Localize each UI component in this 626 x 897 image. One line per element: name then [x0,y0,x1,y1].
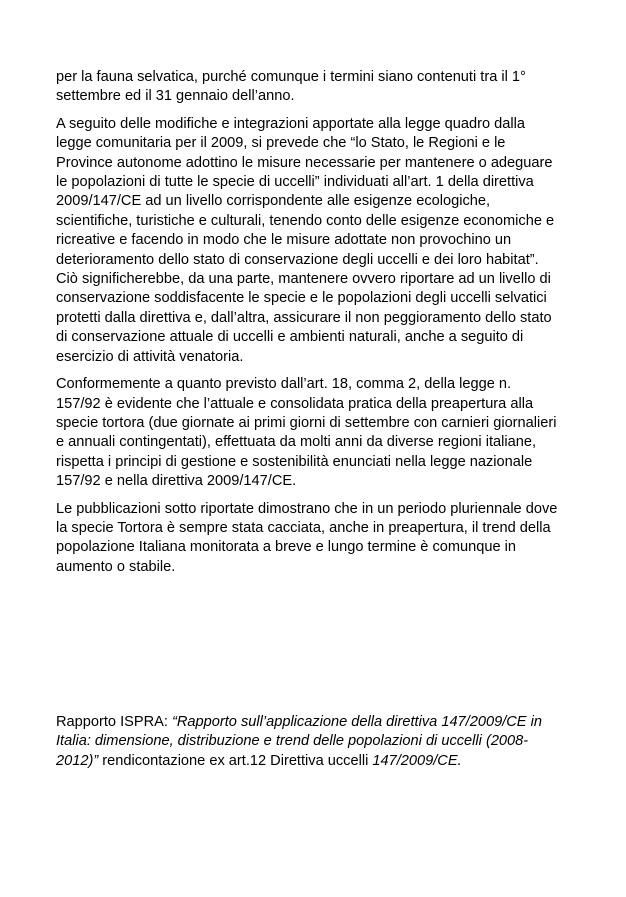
paragraph-hunting-season [56,68,578,107]
text-line: deterioramento dello stato di conservazione degli uccelli e dei loro habitat”. [56,251,539,268]
document-body [56,68,578,585]
text-line: popolazione Italiana monitorata a breve e lungo termine è comunque in [56,539,517,556]
reference-line [56,732,578,751]
text-line: 157/92 e nella direttiva 2009/147/CE. [56,473,297,490]
text-line: aumento o stabile. [56,558,176,575]
paragraph-publications [56,500,578,578]
text-line: ricreative e facendo in modo che le misure adottate non provochino un [56,232,512,249]
text-line: di conservazione attuale di uccelli e ambienti naturali, anche a seguito di [56,329,524,346]
text-line: per la fauna selvatica, purché comunque i termini siano contenuti tra il 1° [56,69,526,85]
reference-note: rendicontazione ex art.12 Direttiva uccelli [98,752,373,769]
reference-line [56,713,578,732]
paragraph-preapertura [56,375,578,491]
reference-title: “Rapporto sull’applicazione della direttiva 147/2009/CE in [172,714,542,730]
text-line: legge comunitaria per il 2009, si prevede che “lo Stato, le Regioni e le [56,135,506,152]
text-line: Province autonome adottino le misure necessarie per mantenere o adeguare [56,154,553,171]
text-line: e annuali contingentati), effettuata da molti anni da diverse regioni italiane, [56,434,537,451]
paragraph-community-law [56,115,578,367]
reference-line [56,752,578,771]
text-line: rispetta i principi di gestione e sostenibilità enunciati nella legge nazionale [56,453,533,470]
text-line: Le pubblicazioni sotto riportate dimostrano che in un periodo pluriennale dove [56,500,558,517]
reference-title: 2012)” [56,752,99,769]
reference-ispra [56,713,578,771]
text-line: A seguito delle modifiche e integrazioni apportate alla legge quadro dalla [56,115,525,132]
text-line: esercizio di attività venatoria. [56,348,244,365]
text-line: protetti dalla direttiva e, dall’altra, assicurare il non peggioramento dello stato [56,309,552,326]
reference-source: Rapporto ISPRA: [56,714,172,730]
text-line: Conformemente a quanto previsto dall’art. 18, comma 2, della legge n. [56,376,512,393]
text-line: la specie Tortora è sempre stata cacciata, anche in preapertura, il trend della [56,519,551,536]
text-line: scientifiche, turistiche e culturali, tenendo conto delle esigenze economiche e [56,212,555,229]
reference-title: Italia: dimensione, distribuzione e trend delle popolazioni di uccelli (2008- [56,733,529,750]
text-line: specie tortora (due giornate ai primi giorni di settembre con carnieri giornalieri [56,414,557,431]
text-line: 157/92 è evidente che l’attuale e consolidata pratica della preapertura alla [56,395,534,412]
text-line: le popolazioni di tutte le specie di uccelli” individuati all’art. 1 della direttiva [56,174,534,191]
text-line: conservazione soddisfacente le specie e le popolazioni degli uccelli selvatici [56,290,547,307]
text-line: 2009/147/CE ad un livello corrispondente alle esigenze ecologiche, [56,193,491,210]
reference-directive: 147/2009/CE. [372,752,462,769]
text-line: Ciò significherebbe, da una parte, mantenere ovvero riportare ad un livello di [56,271,551,288]
text-line: settembre ed il 31 gennaio dell’anno. [56,88,295,105]
